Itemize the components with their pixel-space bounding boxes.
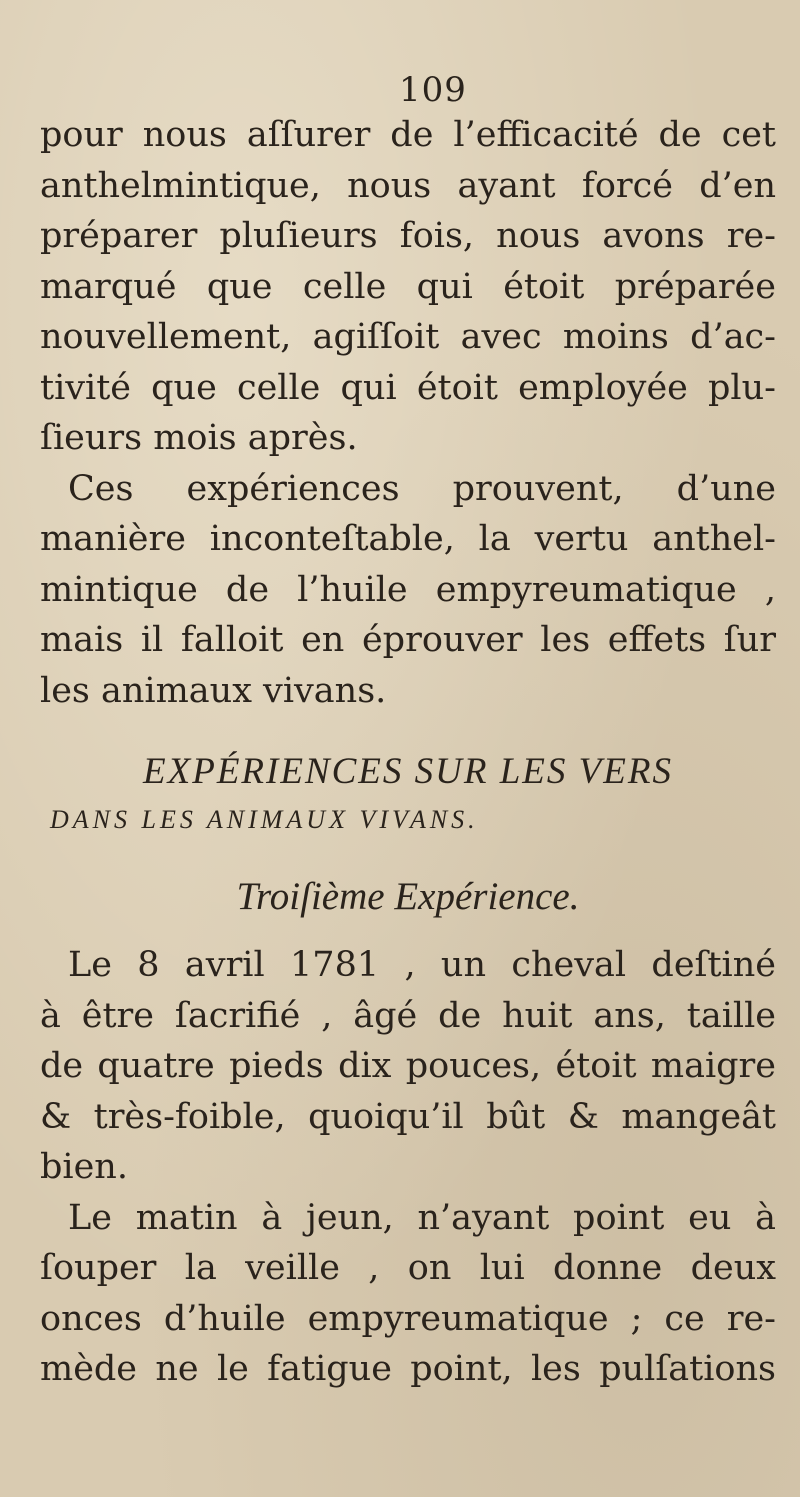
text-line: de quatre pieds dix pouces, étoit maigre <box>40 1046 776 1086</box>
text-line: les animaux vivans. <box>40 670 387 711</box>
text-line: mède ne le fatigue point, les pulſations <box>40 1349 776 1389</box>
paragraph-3 <box>40 940 776 1193</box>
text-line: tivité que celle qui étoit employée plu- <box>40 367 776 408</box>
text-line: & très-foible, quoiqu’il bût & mangeât <box>40 1096 776 1137</box>
paragraph-2 <box>40 464 776 717</box>
section-subheading: DANS LES ANIMAUX VIVANS. <box>50 805 479 834</box>
text-line: nouvellement, agiſſoit avec moins d’ac- <box>40 317 776 357</box>
text-line: onces d’huile empyreumatique ; ce re- <box>40 1298 776 1339</box>
text-line: manière inconteſtable, la vertu anthel- <box>40 519 776 559</box>
text-line: pour nous aſſurer de l’efficacité de cet <box>40 115 776 155</box>
experiment-title: Troiſième Expérience. <box>236 875 580 918</box>
text-line: préparer pluſieurs fois, nous avons re- <box>40 216 776 256</box>
text-line: marqué que celle qui étoit préparée <box>40 266 776 307</box>
text-line: ſieurs mois après. <box>40 418 358 458</box>
page-number: 109 <box>399 70 467 110</box>
section-heading: EXPÉRIENCES SUR LES VERS <box>143 751 673 792</box>
text-line: Ces expériences prouvent, d’une <box>68 468 776 509</box>
text-line: mintique de l’huile empyreumatique , <box>40 569 776 610</box>
paragraph-4 <box>40 1193 776 1395</box>
text-line: à être ſacrifié , âgé de huit ans, taille <box>40 995 776 1036</box>
text-line: Le 8 avril 1781 , un cheval deſtiné <box>68 945 776 985</box>
paragraph-1 <box>40 110 776 464</box>
text-line: bien. <box>40 1147 128 1187</box>
text-line: mais il falloit en éprouver les effets ſur <box>40 620 776 660</box>
text-line: Le matin à jeun, n’ayant point eu à <box>68 1197 776 1238</box>
text-line: ſouper la veille , on lui donne deux <box>40 1248 776 1288</box>
text-line: anthelmintique, nous ayant forcé d’en <box>40 165 776 206</box>
